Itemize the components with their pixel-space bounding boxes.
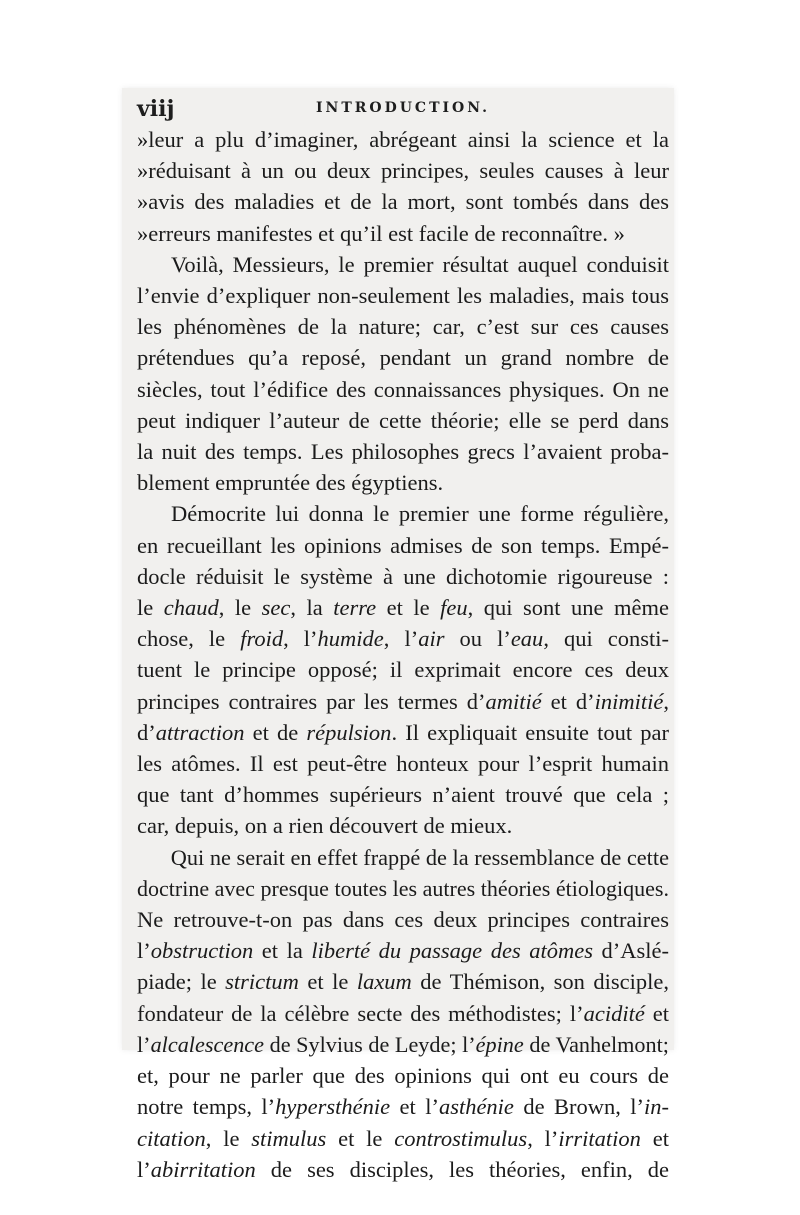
text-segment: principes contraires par les termes d’ — [137, 688, 486, 714]
text-line — [137, 342, 669, 373]
italic-term: strictum — [225, 969, 299, 995]
text-segment: , l’ — [283, 626, 318, 652]
text-segment: . Il expliquait ensuite tout par — [391, 719, 669, 745]
text-segment: tuent le principe opposé; il exprimait encore ces deux — [137, 657, 669, 683]
text-line — [137, 1123, 669, 1154]
text-segment: chose, le — [137, 626, 241, 652]
text-line — [137, 186, 669, 217]
text-segment: car, depuis, on a rien découvert de mieux. — [137, 813, 513, 839]
italic-term: stimulus — [251, 1125, 327, 1151]
text-segment: de Brown, l’ — [513, 1094, 644, 1120]
text-segment: l’ — [137, 1156, 151, 1182]
running-head: INTRODUCTION. — [315, 100, 491, 116]
italic-term: citation — [137, 1125, 206, 1151]
text-segment: l’envie d’expliquer non-seulement les maladies, mais tous — [137, 283, 669, 309]
text-line — [137, 623, 669, 654]
text-line — [137, 779, 669, 810]
text-line — [137, 1154, 669, 1185]
text-line — [137, 654, 669, 685]
italic-term: épine — [475, 1031, 524, 1057]
text-segment: les phénomènes de la nature; car, c’est sur ces causes — [137, 314, 669, 340]
italic-term: alcalescence — [150, 1031, 265, 1057]
text-line — [137, 998, 669, 1029]
text-line — [137, 717, 669, 748]
text-segment: , l’ — [527, 1125, 559, 1151]
text-segment: et le — [376, 595, 441, 621]
italic-term: obstruction — [150, 938, 254, 964]
text-segment: doctrine avec presque toutes les autres théories étiologiques. — [137, 875, 669, 901]
text-line — [137, 124, 669, 155]
text-line — [137, 467, 669, 498]
text-segment: que tant d’hommes supérieurs n’aient trouvé que cela ; — [137, 782, 669, 808]
text-line — [137, 842, 669, 873]
italic-term: air — [418, 626, 445, 652]
text-segment: Démocrite lui donna le premier une forme régulière, — [171, 501, 669, 527]
text-line — [137, 686, 669, 717]
text-segment: , le — [205, 1125, 252, 1151]
text-segment: et — [644, 1000, 669, 1026]
italic-term: asthénie — [438, 1094, 514, 1120]
text-segment: »erreurs manifestes et qu’il est facile de reconnaître. » — [137, 220, 625, 246]
text-segment: piade; le — [137, 969, 226, 995]
text-segment: siècles, tout l’édifice des connaissances physiques. On ne — [137, 376, 669, 402]
text-segment: et d’ — [541, 688, 595, 714]
text-segment: prétendues qu’a reposé, pendant un grand nombre de — [137, 345, 669, 371]
italic-term: attraction — [155, 719, 245, 745]
text-segment: , qui consti- — [543, 626, 670, 652]
text-line — [137, 873, 669, 904]
text-line — [137, 1091, 669, 1122]
text-segment: notre temps, l’ — [137, 1094, 276, 1120]
text-line — [137, 748, 669, 779]
text-line — [137, 155, 669, 186]
text-segment: et de — [244, 719, 307, 745]
text-segment: d’Aslé- — [592, 938, 669, 964]
text-segment: de Vanhelmont; — [523, 1031, 669, 1057]
italic-term: inimitié — [594, 688, 664, 714]
text-segment: l’ — [137, 1031, 151, 1057]
text-line — [137, 561, 669, 592]
italic-term: sec — [261, 595, 291, 621]
text-segment: et la — [253, 938, 312, 964]
text-segment: peut indiquer l’auteur de cette théorie; elle se perd dans — [137, 407, 669, 433]
italic-term: feu — [440, 595, 468, 621]
text-segment: d’ — [137, 719, 156, 745]
text-segment: les atômes. Il est peut-être honteux pour l’esprit humain — [137, 751, 669, 777]
text-line — [137, 592, 669, 623]
text-segment: la nuit des temps. Les philosophes grecs l’avaient proba- — [137, 439, 669, 465]
text-segment: blement empruntée des égyptiens. — [137, 470, 444, 496]
text-line — [137, 530, 669, 561]
text-line — [137, 311, 669, 342]
text-segment: et, pour ne parler que des opinions qui ont eu cours de — [137, 1063, 669, 1089]
text-segment: fondateur de la célèbre secte des méthodistes; l’ — [137, 1000, 584, 1026]
italic-term: amitié — [485, 688, 542, 714]
text-segment: ou l’ — [444, 626, 511, 652]
text-line — [137, 405, 669, 436]
text-segment: , — [663, 688, 669, 714]
text-segment: de Thémison, son disciple, — [411, 969, 669, 995]
text-segment: et le — [326, 1125, 395, 1151]
text-line — [137, 436, 669, 467]
text-line — [137, 966, 669, 997]
text-segment: et le — [298, 969, 357, 995]
text-segment: l’ — [137, 938, 151, 964]
text-segment: docle réduisit le système à une dichotomie rigoureuse : — [137, 563, 669, 589]
italic-term: froid — [240, 626, 284, 652]
text-segment: le — [137, 595, 164, 621]
italic-term: chaud — [163, 595, 219, 621]
page-header — [137, 96, 669, 126]
italic-term: laxum — [356, 969, 412, 995]
text-segment: »avis des maladies et de la mort, sont tombés dans des — [137, 189, 669, 215]
italic-term: terre — [333, 595, 377, 621]
text-segment: Voilà, Messieurs, le premier résultat auquel conduisit — [171, 251, 669, 277]
text-segment: de ses disciples, les théories, enfin, de — [255, 1156, 669, 1182]
text-line — [137, 374, 669, 405]
page-number: viij — [137, 96, 175, 122]
italic-term: abirritation — [150, 1156, 256, 1182]
italic-term: hypersthénie — [275, 1094, 391, 1120]
text-line — [137, 935, 669, 966]
text-line — [137, 1060, 669, 1091]
text-segment: , qui sont une même — [467, 595, 669, 621]
text-line — [137, 249, 669, 280]
text-segment: »leur a plu d’imaginer, abrégeant ainsi la science et la — [137, 127, 669, 152]
text-segment: , la — [290, 595, 334, 621]
text-line — [137, 810, 669, 841]
text-segment: Qui ne serait en effet frappé de la ressemblance de cette — [170, 844, 669, 870]
text-segment: , l’ — [383, 626, 419, 652]
italic-term: controstimulus — [394, 1125, 528, 1151]
text-line — [137, 280, 669, 311]
italic-term: liberté du passage des atômes — [311, 938, 593, 964]
italic-term: in- — [644, 1094, 669, 1120]
italic-term: acidité — [583, 1000, 645, 1026]
italic-term: eau — [510, 626, 544, 652]
body-text — [137, 124, 669, 1185]
text-segment: et — [640, 1125, 669, 1151]
text-segment: Ne retrouve-t-on pas dans ces deux principes contraires — [137, 907, 669, 933]
text-segment: de Sylvius de Leyde; l’ — [264, 1031, 476, 1057]
text-segment: »réduisant à un ou deux principes, seules causes à leur — [137, 158, 669, 184]
text-segment: en recueillant les opinions admises de son temps. Empé- — [137, 532, 669, 558]
text-line — [137, 498, 669, 529]
text-segment: et l’ — [390, 1094, 439, 1120]
text-segment: , le — [218, 595, 262, 621]
italic-term: répulsion — [306, 719, 392, 745]
italic-term: irritation — [558, 1125, 641, 1151]
text-line — [137, 904, 669, 935]
text-line — [137, 1029, 669, 1060]
text-line — [137, 218, 669, 249]
italic-term: humide — [317, 626, 384, 652]
